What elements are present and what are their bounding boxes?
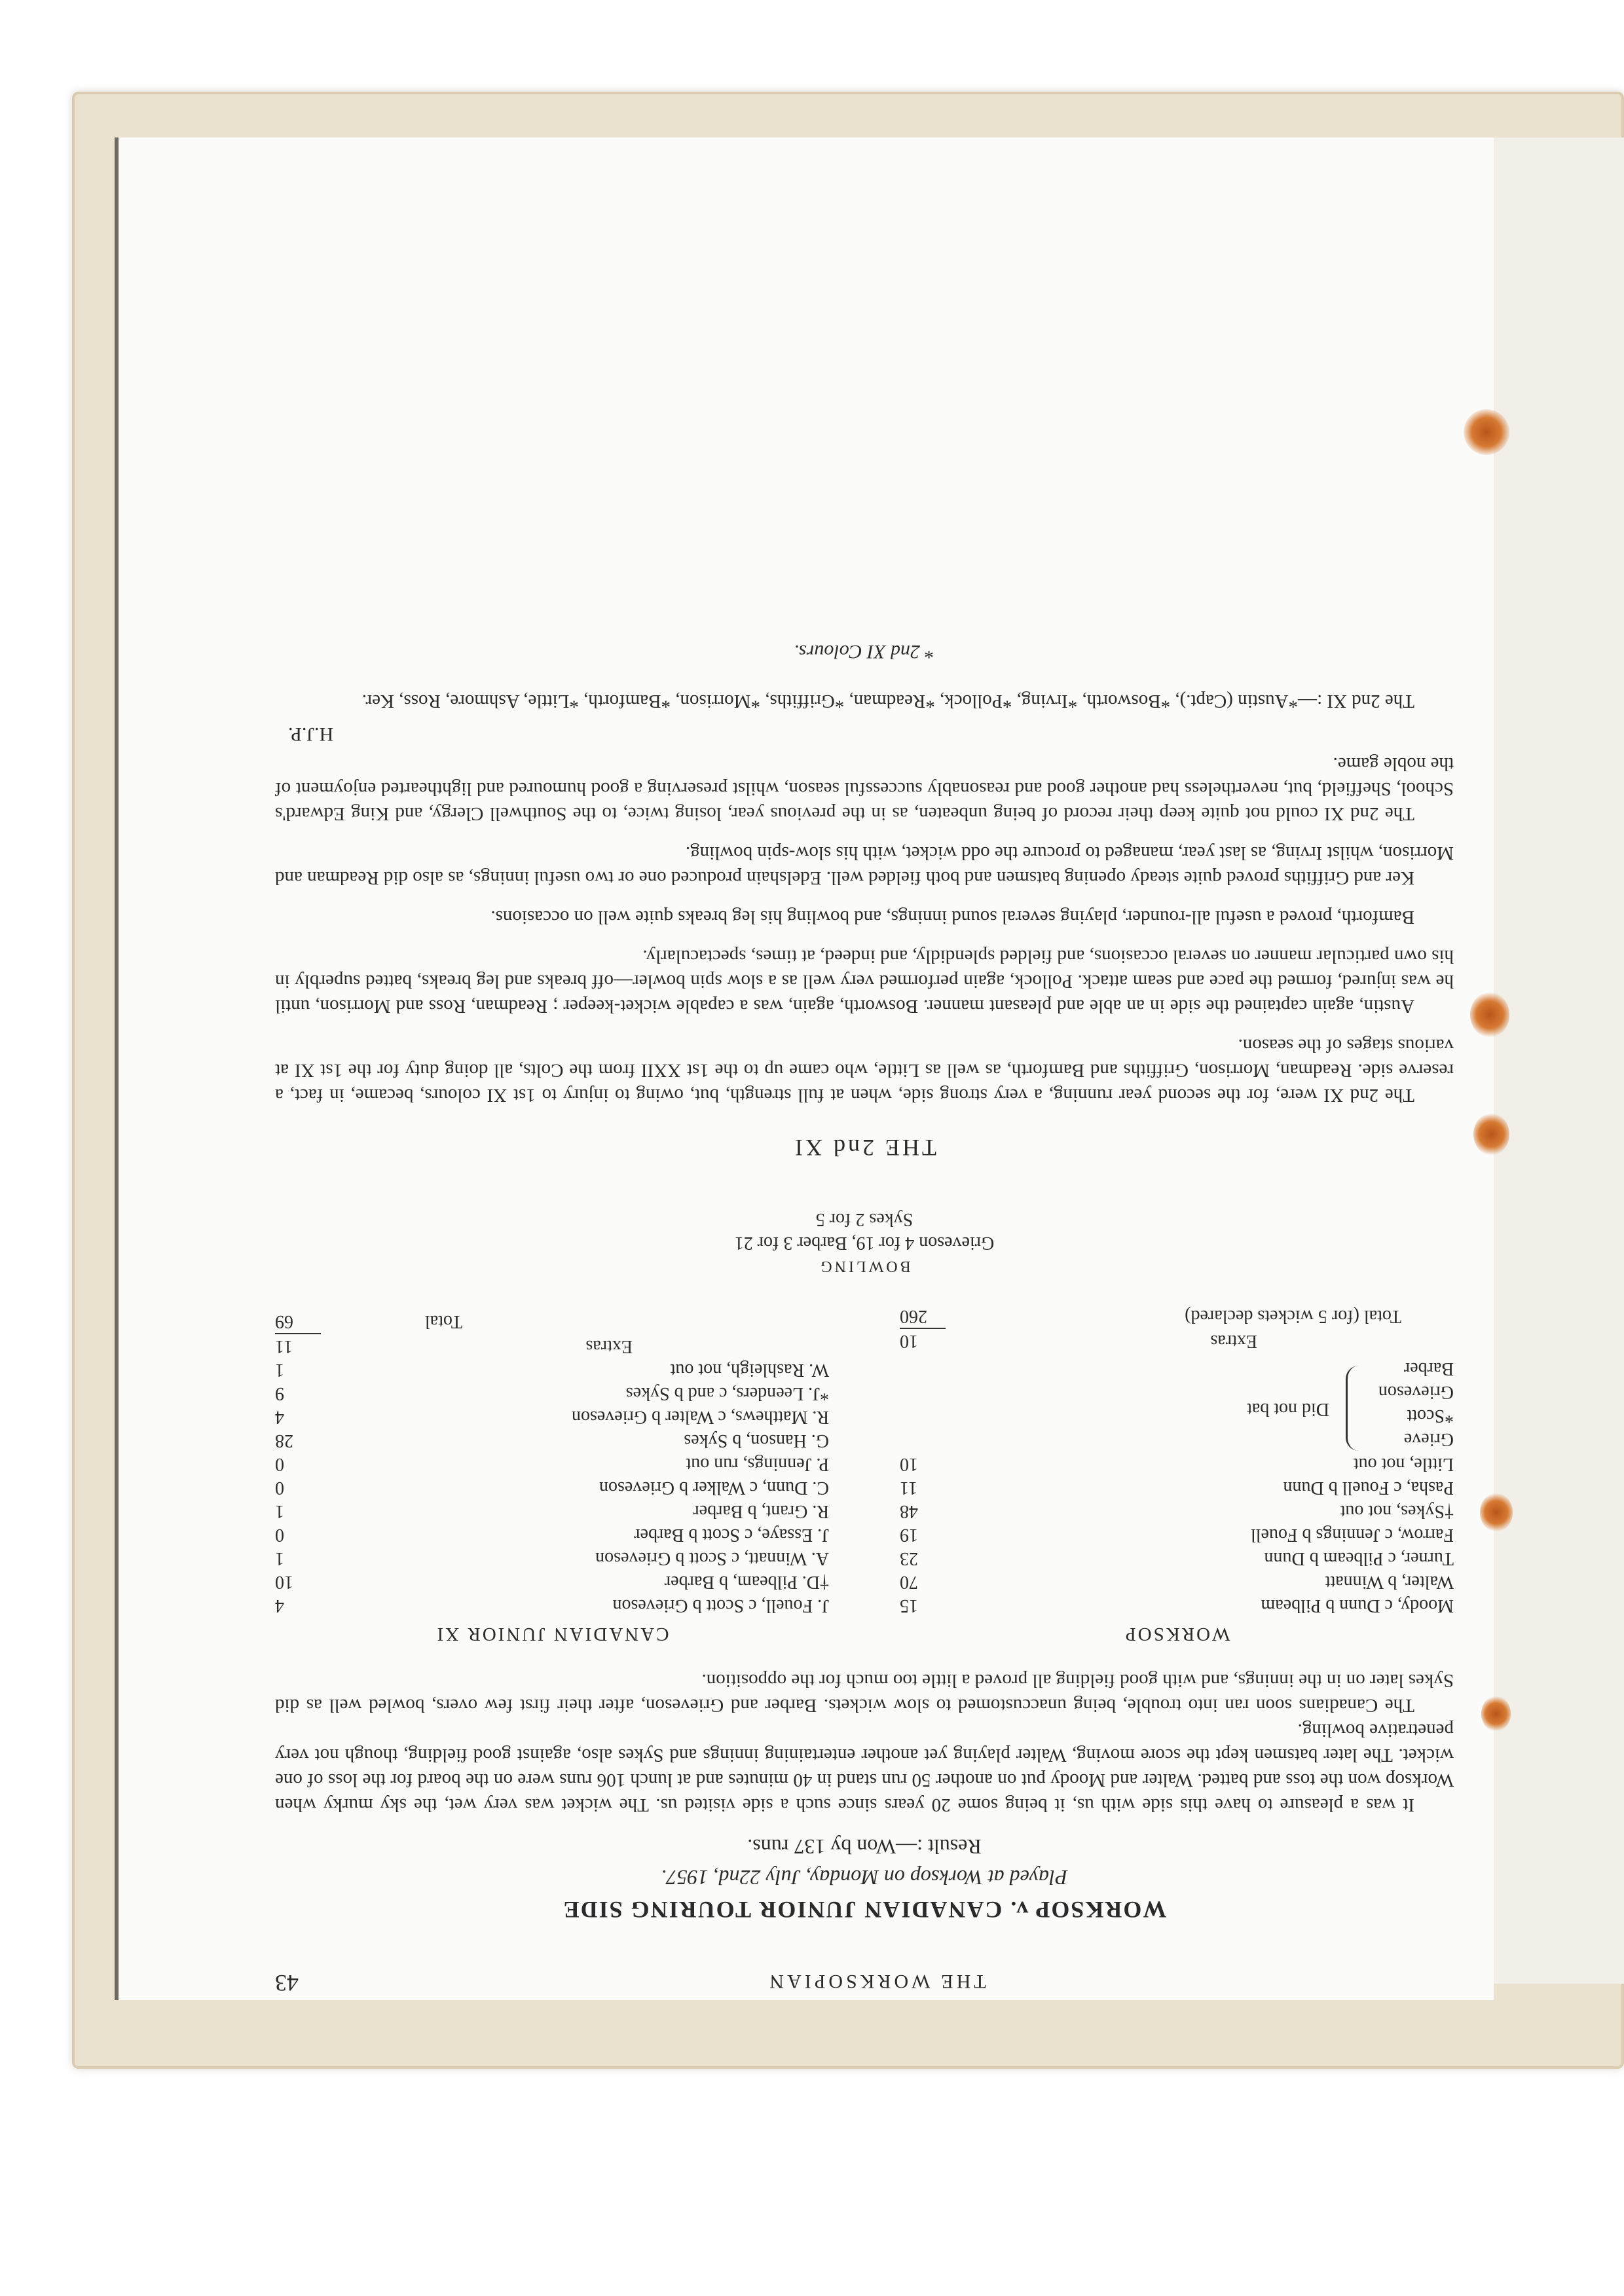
report-paragraph: Bamforth, proved a useful all-rounder, playing several sound innings, and bowling his leg breaks quite well on occasions. [490,907,1414,928]
extras-label: Extras [1210,1331,1257,1351]
colours-footnote: * 2nd XI Colours. [794,641,935,663]
rust-stain [1473,1113,1509,1156]
batsman: J. Essaye, c Scott b Barber [634,1525,829,1545]
runs: 4 [275,1407,284,1427]
runs: 11 [900,1478,917,1498]
runs: 1 [275,1501,284,1522]
runs: 19 [900,1525,918,1545]
runs: 1 [275,1548,284,1569]
running-header [275,1969,1454,1997]
runs: 48 [900,1501,918,1522]
batsman: Turner, c Pilbeam b Dunn [1264,1548,1454,1569]
extras-label: Extras [585,1336,633,1357]
batsman: *J. Leenders, c and b Sykes [625,1383,829,1404]
page-number: 43 [275,1970,299,1996]
runs: 0 [275,1478,284,1498]
batsman: W. Rashleigh, not out [670,1360,829,1380]
match-result: Result :—Won by 137 runs. [747,1835,982,1859]
batting-row [900,1499,1454,1523]
did-not-bat-label: Did not bat [1247,1399,1329,1419]
batting-row [900,1476,1454,1499]
batting-row [900,1452,1454,1476]
batting-row [275,1358,829,1381]
brace [1346,1366,1362,1451]
did-not-bat-group [900,1353,1454,1451]
runs: 1 [275,1360,284,1380]
batting-row [275,1381,829,1405]
batting-row [900,1570,1454,1594]
batting-row [900,1546,1454,1570]
total-runs: 69 [275,1311,293,1332]
author-initials: H.J.P. [288,723,334,745]
total-label: Total [424,1311,462,1332]
extras-runs: 11 [275,1336,293,1357]
team-heading: CANADIAN JUNIOR XI [435,1624,669,1645]
batting-row [275,1594,829,1617]
batsman: R. Matthews, c Walter b Grieveson [571,1407,829,1427]
bowling-heading: BOWLING [818,1258,911,1275]
report-paragraph: Ker and Griffiths proved quite steady opening batsmen and both fielded well. Edelshain produced one or two useful innings, as also did Readman and Morrison, whilst Irving, as last year, managed to procure the odd wicket, with his slow-spin bowling. [275,843,1454,888]
total-row [900,1304,1454,1328]
batting-row [275,1429,829,1452]
batsman: J. Fouell, c Scott b Grieveson [612,1595,829,1616]
batting-row [275,1523,829,1546]
batsman: P. Jennings, run out [686,1454,829,1474]
runs: 70 [900,1572,918,1592]
team-list: The 2nd XI :—*Austin (Capt.), *Bosworth, *Irving, *Pollock, *Readman, *Griffiths, *Morrison, *Bamforth, *Little, Ashmore, Ross, Ker. [361,691,1414,712]
runs: 10 [275,1572,293,1592]
batsman: Moody, c Dunn b Pilbeam [1261,1595,1454,1616]
did-not-bat-player: *Scott [1407,1406,1454,1426]
runs: 0 [275,1525,284,1545]
runs: 10 [900,1454,918,1474]
total-runs: 260 [900,1306,927,1326]
runs: 15 [900,1595,918,1616]
team-heading: WORKSOP [1123,1624,1230,1645]
rust-stain [1470,992,1509,1038]
running-title: THE WORKSOPIAN [766,1971,986,1992]
batting-row [275,1405,829,1429]
total-label: Total (for 5 wickets declared) [1185,1306,1401,1326]
runs: 28 [275,1430,293,1451]
match-paragraph: It was a pleasure to have this side with us, it being some 20 years since such a side visited us. The wicket was very wet, the sky murky when Worksop won the toss and batted. Walter and Moody put on another 50 run stand in 40 minutes and at lunch 106 runs were on the board for the loss of one wicket. The later batsmen kept the score moving, Walter playing yet another entertaining innings and Sykes also, against good fielding, though not very penetrative bowling. [275,1720,1454,1815]
runs: 0 [275,1454,284,1474]
batsman: R. Grant, b Barber [693,1501,829,1522]
batting-row [900,1523,1454,1546]
report-paragraph: Austin, again captained the side in an able and pleasant manner. Bosworth, again, was a capable wicket-keeper ; Readman, Ross and Morrison, until he was injured, formed the pace and seam attack. Pollock, again performed very well as a slow spin bowler—off breaks and leg breaks, batted superbly in his own particular manner on several occasions, and fielded splendidly, and indeed, at times, spectacularly. [275,946,1454,1017]
worksop-innings [900,1304,1454,1646]
extras-runs: 10 [900,1331,918,1351]
batting-row [275,1546,829,1570]
batting-row [275,1499,829,1523]
match-paragraph: The Canadians soon ran into trouble, being unaccustomed to slow wickets. Barber and Grieveson, after their first few overs, bowled well as did Sykes later on in the innings, and with good fielding all proved a little too much for the opposition. [275,1670,1454,1716]
runs: 9 [275,1383,284,1404]
extras-row [900,1329,1454,1353]
batsman: †Sykes, not out [1340,1501,1454,1522]
section-title: THE 2nd XI [792,1135,936,1161]
extras-row [275,1334,829,1358]
batsman: C. Dunn, c Walker b Grieveson [599,1478,829,1498]
batting-row [275,1570,829,1594]
match-played: Played at Worksop on Monday, July 22nd, 1957. [661,1866,1068,1889]
batsman: G. Hanson, b Sykes [684,1430,829,1451]
batting-row [275,1452,829,1476]
batting-row [275,1476,829,1499]
report-paragraph: The 2nd XI were, for the second year running, a very strong side, when at full strength, but, owing to injury to 1st XI colours, became, in fact, a reserve side. Readman, Morrison, Griffiths and Bamforth, as well as Little, who came up to the 1st XXII from the Colts, all doing duty for the 1st XI at various stages of the season. [275,1035,1454,1106]
bowling-summary [275,1207,1454,1278]
did-not-bat-player: Grieve [1403,1429,1454,1449]
batsman: †D. Pilbeam, b Barber [664,1572,829,1592]
upside-down-page-text [275,340,1454,1997]
canadian-innings [275,1304,829,1646]
bowling-line: Grieveson 4 for 19, Barber 3 for 21 [734,1233,995,1253]
did-not-bat-player: Barber [1403,1358,1454,1379]
bowling-line: Sykes 2 for 5 [815,1209,913,1230]
batsman: Farrow, c Jennings b Fouell [1250,1525,1454,1545]
batsman: Little, not out [1353,1454,1454,1474]
scorecard [275,1304,1454,1646]
runs: 23 [900,1548,918,1569]
total-row [275,1309,829,1333]
batsman: Pasha, c Fouell b Dunn [1283,1478,1454,1498]
batsman: Walter, b Winnatt [1325,1572,1454,1592]
rust-stain [1480,1493,1513,1532]
match-title: WORKSOP v. CANADIAN JUNIOR TOURING SIDE [562,1897,1167,1923]
batting-row [900,1594,1454,1617]
runs: 4 [275,1595,284,1616]
rust-stain [1464,409,1509,455]
facing-page-edge [1490,137,1624,1984]
did-not-bat-player: Grieveson [1378,1382,1454,1402]
report-paragraph: The 2nd XI could not quite keep their record of being unbeaten, as in the previous year, losing twice, to the Southwell Clergy, and King Edward's School, Sheffield, but, nevertheless had another good and reasonably successful season, whilst preserving a good humoured and lighthearted enjoyment of the noble game. [275,754,1454,824]
batsman: A. Winnatt, c Scott b Grieveson [595,1548,829,1569]
rust-stain [1481,1696,1511,1732]
